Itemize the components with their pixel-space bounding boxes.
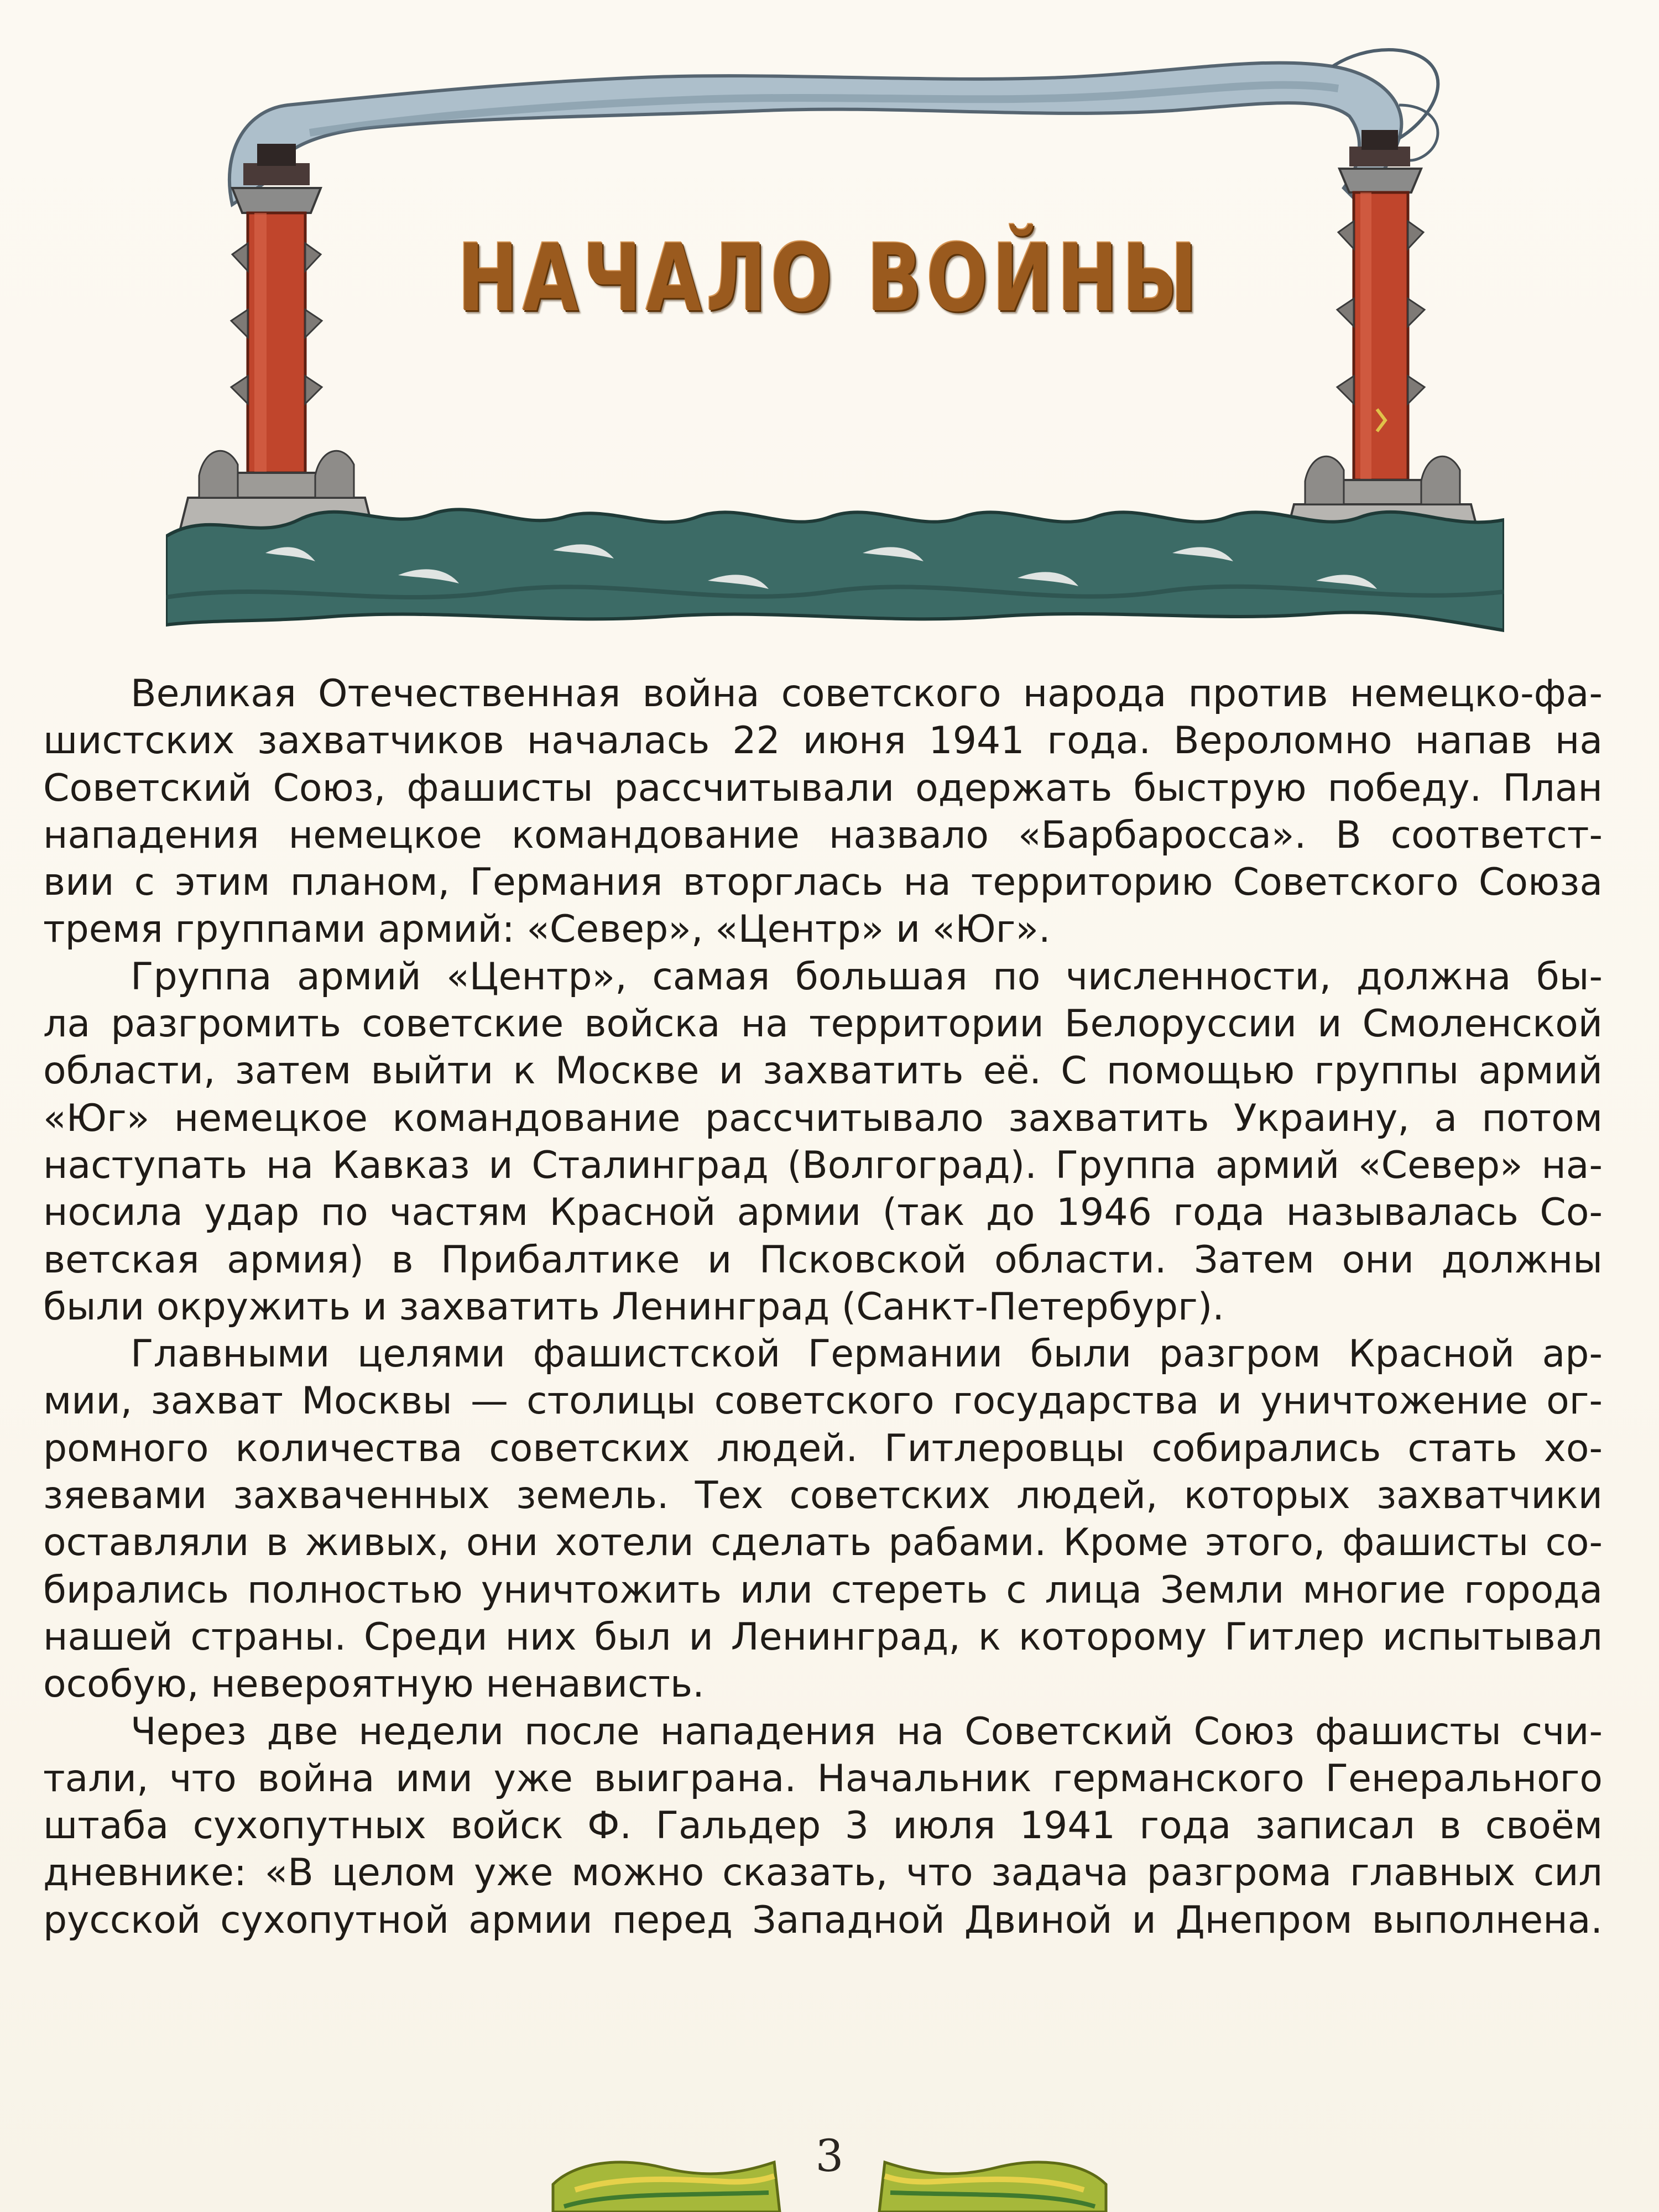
waves [166,509,1504,630]
text-line: особую, невероятную ненависть. [43,1662,705,1707]
text-line: оставляли в живых, они хотели сделать рабами. Кроме этого, фашисты со- [43,1521,1603,1565]
text-line: нашей страны. Среди них был и Ленинград, к которому Гитлер испытывал [43,1615,1603,1659]
text-line: дневнике: «В целом уже можно сказать, что задача разгрома главных сил [43,1851,1603,1895]
text-line: Через две недели после нападения на Советский Союз фашисты счи- [131,1709,1603,1754]
text-line: ветская армия) в Прибалтике и Псковской области. Затем они должны [43,1238,1603,1282]
right-rostral-column [1283,130,1482,547]
text-line: тали, что война ими уже выиграна. Начальник германского Генерального [43,1756,1603,1801]
text-line: Великая Отечественная война советского народа против немецко-фа- [131,672,1603,716]
text-line: тремя группами армий: «Север», «Центр» и «Юг». [43,907,1051,952]
text-line: Советский Союз, фашисты рассчитывали одержать быструю победу. План [43,766,1603,810]
text-line: вии с этим планом, Германия вторглась на территорию Советского Союза [43,860,1603,905]
text-line: шистских захватчиков началась 22 июня 1941 года. Вероломно напав на [43,719,1603,763]
chapter-title-word-2: ВОЙНЫ [867,224,1202,332]
text-line: «Юг» немецкое командование рассчитывало захватить Украину, а потом [43,1096,1603,1140]
text-line: ромного количества советских людей. Гитлеровцы собирались стать хо- [43,1426,1603,1470]
left-rostral-column [177,144,376,542]
chapter-title-word-1: НАЧАЛО [457,224,837,332]
text-line: русской сухопутной армии перед Западной Двиной и Днепром выполнена. [43,1898,1603,1942]
body-text [43,670,1603,1944]
text-line: зяевами захваченных земель. Тех советских людей, которых захватчики [43,1474,1603,1518]
text-line: штаба сухопутных войск Ф. Гальдер 3 июля 1941 года записал в своём [43,1804,1603,1848]
text-line: бирались полностью уничтожить или стереть с лица Земли многие города [43,1568,1603,1612]
smoke-ribbon [229,50,1438,205]
text-line: ла разгромить советские войска на территории Белоруссии и Смоленской [43,1002,1603,1046]
text-line: мии, захват Москвы — столицы советского государства и уничтожение ог- [43,1379,1603,1423]
page-number: 3 [815,2130,844,2182]
text-line: Главными целями фашистской Германии были разгром Красной ар- [131,1332,1603,1376]
text-line: нападения немецкое командование назвало «Барбаросса». В соответст- [43,813,1603,857]
text-line: Группа армий «Центр», самая большая по численности, должна бы- [131,954,1603,999]
text-line: области, затем выйти к Москве и захватить её. С помощью группы армий [43,1049,1603,1093]
chapter-title [182,224,1477,332]
text-line: носила удар по частям Красной армии (так до 1946 года называлась Со- [43,1191,1603,1235]
text-line: были окружить и захватить Ленинград (Санкт-Петербург). [43,1285,1224,1329]
text-line: наступать на Кавказ и Сталинград (Волгоград). Группа армий «Север» на- [43,1143,1603,1187]
